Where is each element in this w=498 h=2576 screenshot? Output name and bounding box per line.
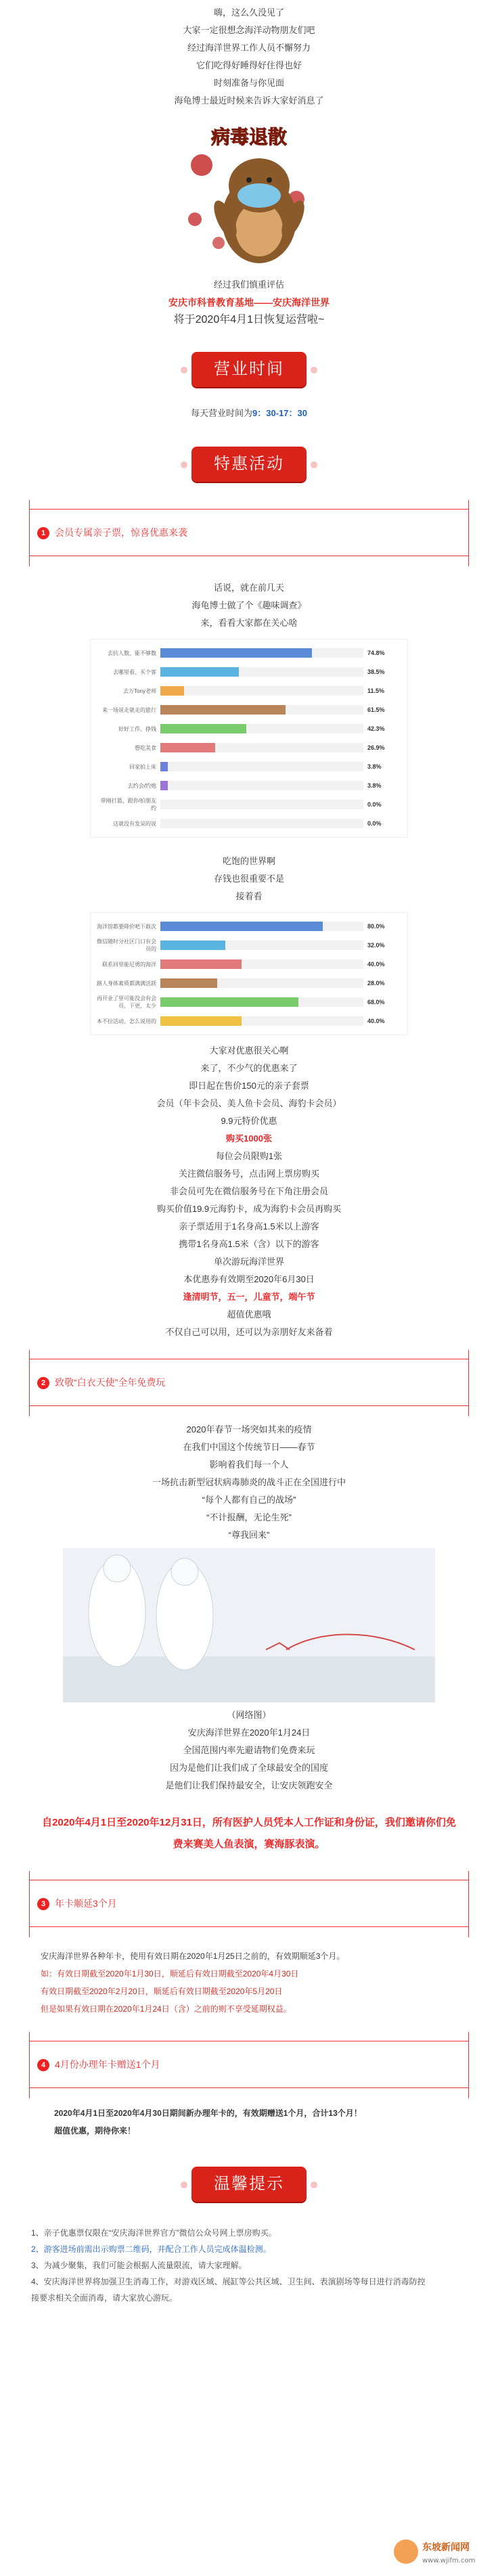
chart-bar: [160, 978, 217, 988]
chart-value-label: 11.5%: [367, 687, 385, 694]
chart-category-label: 好好工作、挣钱: [118, 725, 156, 732]
tips-banner: 温馨提示: [191, 2167, 307, 2202]
chart-category-label: 去万Tony老师: [123, 687, 156, 694]
section-3-header: [29, 1880, 469, 1927]
offer-line: 超值优惠哦: [227, 1309, 271, 1319]
angel-after-line: 全国范围内率先避请物们免费来玩: [183, 1745, 315, 1755]
offer-line: 即日起在售价150元的亲子套票: [189, 1081, 309, 1091]
annual-card-line: 有效日期截至2020年2月20日，顺延后有效日期截至2020年5月20日: [41, 1987, 283, 1996]
survey-intro-line: 来，看看大家都在关心啥: [200, 618, 298, 628]
medical-workers-graphic: [63, 1548, 435, 1702]
chart-bar: [160, 762, 168, 771]
chart-bar-track: [160, 941, 363, 950]
section-rule: [468, 1350, 469, 1416]
chart-bar: [160, 1016, 242, 1026]
watermark-graphic: [390, 2534, 491, 2572]
section-title: 会员专属亲子票，惊喜优惠来袭: [55, 527, 187, 538]
chart-value-label: 0.0%: [367, 801, 382, 808]
section-number: 3: [37, 1898, 49, 1910]
turtle-mascot-illustration: [171, 118, 327, 267]
chart-bar: [160, 922, 323, 931]
chart-category-label: 本不拉活动，怎么说用的: [97, 1018, 156, 1024]
offer-line: 非会员可先在微信服务号在下角注册会员: [169, 1186, 328, 1196]
section-number: 1: [37, 527, 49, 539]
chart-value-label: 26.9%: [367, 744, 385, 751]
intro-block: [0, 0, 498, 110]
chart-row: [96, 662, 402, 681]
chart-value-label: 32.0%: [367, 942, 385, 949]
chart-bar-track: [160, 800, 363, 809]
intro-line: 时刻准备与你见面: [213, 78, 284, 88]
chart-value-label: 61.5%: [367, 706, 385, 713]
chart-value-label: 0.0%: [367, 820, 382, 827]
chart-row: [96, 719, 402, 738]
chart-row: [96, 955, 402, 974]
offer-line: 本优惠券有效期至2020年6月30日: [183, 1274, 315, 1284]
chart-category-label: 路人身体素质都满满活跃: [97, 980, 156, 987]
intro-line: 大家一定很想念海洋动物朋友们吧: [183, 25, 315, 35]
hours-time: 9：30-17：30: [252, 408, 307, 418]
intro-line: 经过海洋世界工作人员不懈努力: [187, 43, 311, 53]
chart-bar: [160, 686, 184, 696]
chart-bar: [160, 959, 242, 969]
april-card-block: [0, 2104, 498, 2140]
reopen-date: 将于2020年4月1日恢复运营啦~: [173, 314, 325, 325]
chart-category-label: 来一场说走就走的旅行: [102, 706, 156, 713]
section-rule: [29, 500, 30, 566]
chart-bar-track: [160, 997, 363, 1007]
angel-line: 影响着我们每一个人: [209, 1460, 289, 1470]
chart-bar-track: [160, 978, 363, 988]
section-title: 4月份办理年卡赠送1个月: [55, 2059, 160, 2070]
chart-bar: [160, 781, 168, 790]
chart-row: [96, 776, 402, 795]
tip-item: 2、游客进场前需出示购票二维码，并配合工作人员完成体温检测。: [31, 2244, 271, 2254]
chart-row: [96, 993, 402, 1012]
angel-after-block: [0, 1724, 498, 1794]
section-rule: [468, 500, 469, 566]
chart-row: [96, 738, 402, 757]
chart-value-label: 40.0%: [367, 961, 385, 968]
offer-line: 关注微信服务号，点击网上票房购买: [178, 1169, 319, 1179]
offer-block: [0, 1042, 498, 1341]
medical-workers-photo: [63, 1548, 435, 1702]
angel-line: 2020年春节一场突如其来的疫情: [186, 1424, 312, 1434]
chart-category-label: 去抗人数、能不够数: [108, 650, 156, 656]
chart-bar: [160, 648, 312, 658]
hours-banner: 营业时间: [191, 352, 307, 387]
chart-row: [96, 700, 402, 719]
angel-after-line: 安庆海洋世界在2020年1月24日: [187, 1727, 311, 1738]
april-card-line: 2020年4月1日至2020年4月30日期间新办理年卡的，有效期赠送1个月，合计13个月！: [54, 2108, 362, 2118]
chart-row: [96, 643, 402, 662]
offer-line: 购买1000张: [226, 1133, 272, 1144]
tips-block: [0, 2225, 498, 2306]
chart-bar-track: [160, 781, 363, 790]
tip-item: 接要求相关全面消毒，请大家放心游玩。: [31, 2293, 178, 2303]
offer-line: 每位会员限购1张: [215, 1151, 283, 1161]
chart-bar: [160, 743, 215, 752]
angel-line: 一场抗击新型冠状病毒肺炎的战斗正在全国进行中: [152, 1477, 346, 1487]
chart-value-label: 40.0%: [367, 1018, 385, 1024]
chart-bar: [160, 724, 246, 733]
angel-line: “尊我回来”: [228, 1530, 270, 1540]
between-line: 接着看: [235, 891, 263, 901]
chart-value-label: 28.0%: [367, 980, 385, 987]
angel-line: “不计报酬，无论生死”: [206, 1512, 292, 1522]
angel-line: “每个人都有自己的战场”: [202, 1495, 296, 1505]
chart-category-label: 海洋馆都要降价吧下载次: [97, 923, 156, 930]
chart-row: [96, 974, 402, 993]
chart-row: [96, 757, 402, 776]
section-title: 年卡顺延3个月: [55, 1898, 117, 1909]
reopen-line: 经过我们慎重评估: [213, 279, 284, 290]
promo-banner: 特惠活动: [191, 447, 307, 482]
chart-bar-track: [160, 705, 363, 715]
chart-bar: [160, 705, 286, 715]
chart-category-label: 再开业了里可能没会有会员，下更，太少: [97, 995, 156, 1009]
section-rule: [29, 1871, 30, 1937]
chart-row: [96, 1012, 402, 1031]
between-line: 吃饱的世界啊: [222, 856, 275, 866]
offer-line: 携带1名身高1.5米（含）以下的游客: [179, 1239, 319, 1249]
reopen-venue: 安庆市科普教育基地——安庆海洋世界: [168, 297, 330, 308]
offer-line: 9.9元特价优惠: [221, 1116, 277, 1126]
section-number: 4: [37, 2059, 49, 2071]
intro-line: 它们吃得好睡得好住得也好: [196, 60, 302, 70]
annual-card-line: 但是如果有效日期在2020年1月24日（含）之前的则不享受延期权益。: [41, 2004, 292, 2014]
chart-value-label: 42.3%: [367, 725, 385, 732]
chart-bar-track: [160, 743, 363, 752]
chart-bar-track: [160, 762, 363, 771]
mascot-sign-text: 病毒退散: [210, 126, 288, 148]
chart-value-label: 74.8%: [367, 650, 385, 656]
chart-bar-track: [160, 1016, 363, 1026]
intro-line: 海龟博士最近时候来告诉大家好消息了: [174, 95, 324, 106]
chart-row: [96, 814, 402, 833]
offer-line: 来了，不少气的优惠来了: [200, 1063, 298, 1073]
between-line: 存钱也很重要不是: [213, 874, 284, 884]
angel-after-line: 是他们让我们保持最安全，让安庆领跑安全: [165, 1780, 333, 1790]
chart-row: [96, 795, 402, 814]
section-rule: [468, 2032, 469, 2098]
chart-category-label: 回家拍上床: [129, 763, 156, 770]
annual-card-line: 如：有效日期截至2020年1月30日，顺延后有效日期截至2020年4月30日: [41, 1969, 299, 1979]
hours-prefix: 每天营业时间为: [191, 408, 253, 418]
annual-card-line: 安庆海洋世界各种年卡，使用有效日期在2020年1月25日之前的，有效期顺延3个月。: [41, 1951, 345, 1961]
angel-after-line: 因为是他们让我们成了全球最安全的国度: [169, 1763, 328, 1773]
chart-bar: [160, 997, 298, 1007]
offer-line: 大家对优惠很关心啊: [209, 1045, 289, 1056]
april-card-line: 超值优惠，期待你来！: [54, 2126, 136, 2136]
section-4-header: [29, 2041, 469, 2088]
svg-text:东坡新闻网: 东坡新闻网: [422, 2542, 470, 2553]
chart-bar-track: [160, 686, 363, 696]
chart-value-label: 3.8%: [367, 763, 382, 770]
angel-line: 在我们中国这个传统节日——春节: [183, 1442, 315, 1452]
survey-chart-1: [90, 639, 408, 838]
chart-row: [96, 681, 402, 700]
chart-value-label: 80.0%: [367, 923, 385, 930]
chart-category-label: 想吃美食: [135, 744, 156, 751]
angel-block: [0, 1421, 498, 1544]
section-2-header: [29, 1359, 469, 1406]
annual-card-block: [0, 1947, 498, 2018]
chart-category-label: 带刚打篮、跟你/拍朋友约: [100, 798, 156, 811]
offer-line: 会员（年卡会员、美人鱼卡会员、海豹卡会员）: [156, 1098, 342, 1108]
chart-bar: [160, 667, 239, 677]
svg-text:www.wjifm.com: www.wjifm.com: [422, 2557, 476, 2564]
survey-intro-line: 海龟博士做了个《趣味调查》: [191, 600, 307, 610]
chart-category-label: 这就没有发呆的说: [113, 820, 156, 827]
chart-row: [96, 936, 402, 955]
site-watermark-logo: [390, 2534, 491, 2572]
tip-item: 4、安庆海洋世界将加强卫生消毒工作，对游戏区域、展缸等公共区域、卫生间、表演剧场等每日进行消毒防控: [31, 2277, 426, 2286]
chart-bar-track: [160, 724, 363, 733]
chart-category-label: 去哪里看、买个客: [113, 669, 156, 675]
chart-bar-track: [160, 959, 363, 969]
section-rule: [468, 1871, 469, 1937]
chart-value-label: 3.8%: [367, 782, 382, 789]
chart-bar-track: [160, 667, 363, 677]
section-number: 2: [37, 1377, 49, 1389]
offer-line: 单次游玩海洋世界: [213, 1257, 284, 1267]
intro-line: 嗨，这么久没见了: [213, 7, 284, 18]
photo-caption: （网络图）: [227, 1710, 271, 1720]
survey-chart-2: [90, 912, 408, 1035]
chart-category-label: 微信随时分社区门口有会员的: [97, 939, 156, 952]
chart-category-label: 联系回里能尼勇的海洋: [102, 961, 156, 968]
tip-item: 1、亲子优惠票仅限在“安庆海洋世界官方”微信公众号网上票房购买。: [31, 2228, 277, 2238]
section-1-header: [29, 509, 469, 556]
offer-line: 不仅自己可以用，还可以为亲朋好友来备着: [165, 1327, 333, 1337]
offer-line: 购买价值19.9元海豹卡，成为海豹卡会员再购买: [156, 1204, 342, 1214]
section-rule: [29, 1350, 30, 1416]
chart-bar-track: [160, 648, 363, 658]
medical-free-offer: 自2020年4月1日至2020年12月31日，所有医护人员凭本人工作证和身份证，我们邀请你们免费来赛美人鱼表演，赛海豚表演。: [42, 1817, 456, 1850]
chart-value-label: 38.5%: [367, 669, 385, 675]
section-title: 致敬“白衣天使”全年免费玩: [55, 1377, 166, 1388]
chart-bar-track: [160, 819, 363, 828]
offer-line: 亲子票适用于1名身高1.5米以上游客: [179, 1221, 319, 1231]
chart-bar: [160, 941, 225, 950]
chart-value-label: 68.0%: [367, 999, 385, 1005]
chart-bar-track: [160, 922, 363, 931]
offer-line: 逢清明节，五一，儿童节，端午节: [183, 1292, 315, 1302]
tip-item: 3、为减少聚集，我们可能会根据人流量限流，请大家理解。: [31, 2261, 247, 2270]
mascot-graphic: [171, 118, 327, 267]
survey-intro-line: 话说，就在前几天: [213, 583, 284, 593]
chart-category-label: 去约会/约炮: [127, 782, 156, 789]
section-rule: [29, 2032, 30, 2098]
chart-row: [96, 917, 402, 936]
